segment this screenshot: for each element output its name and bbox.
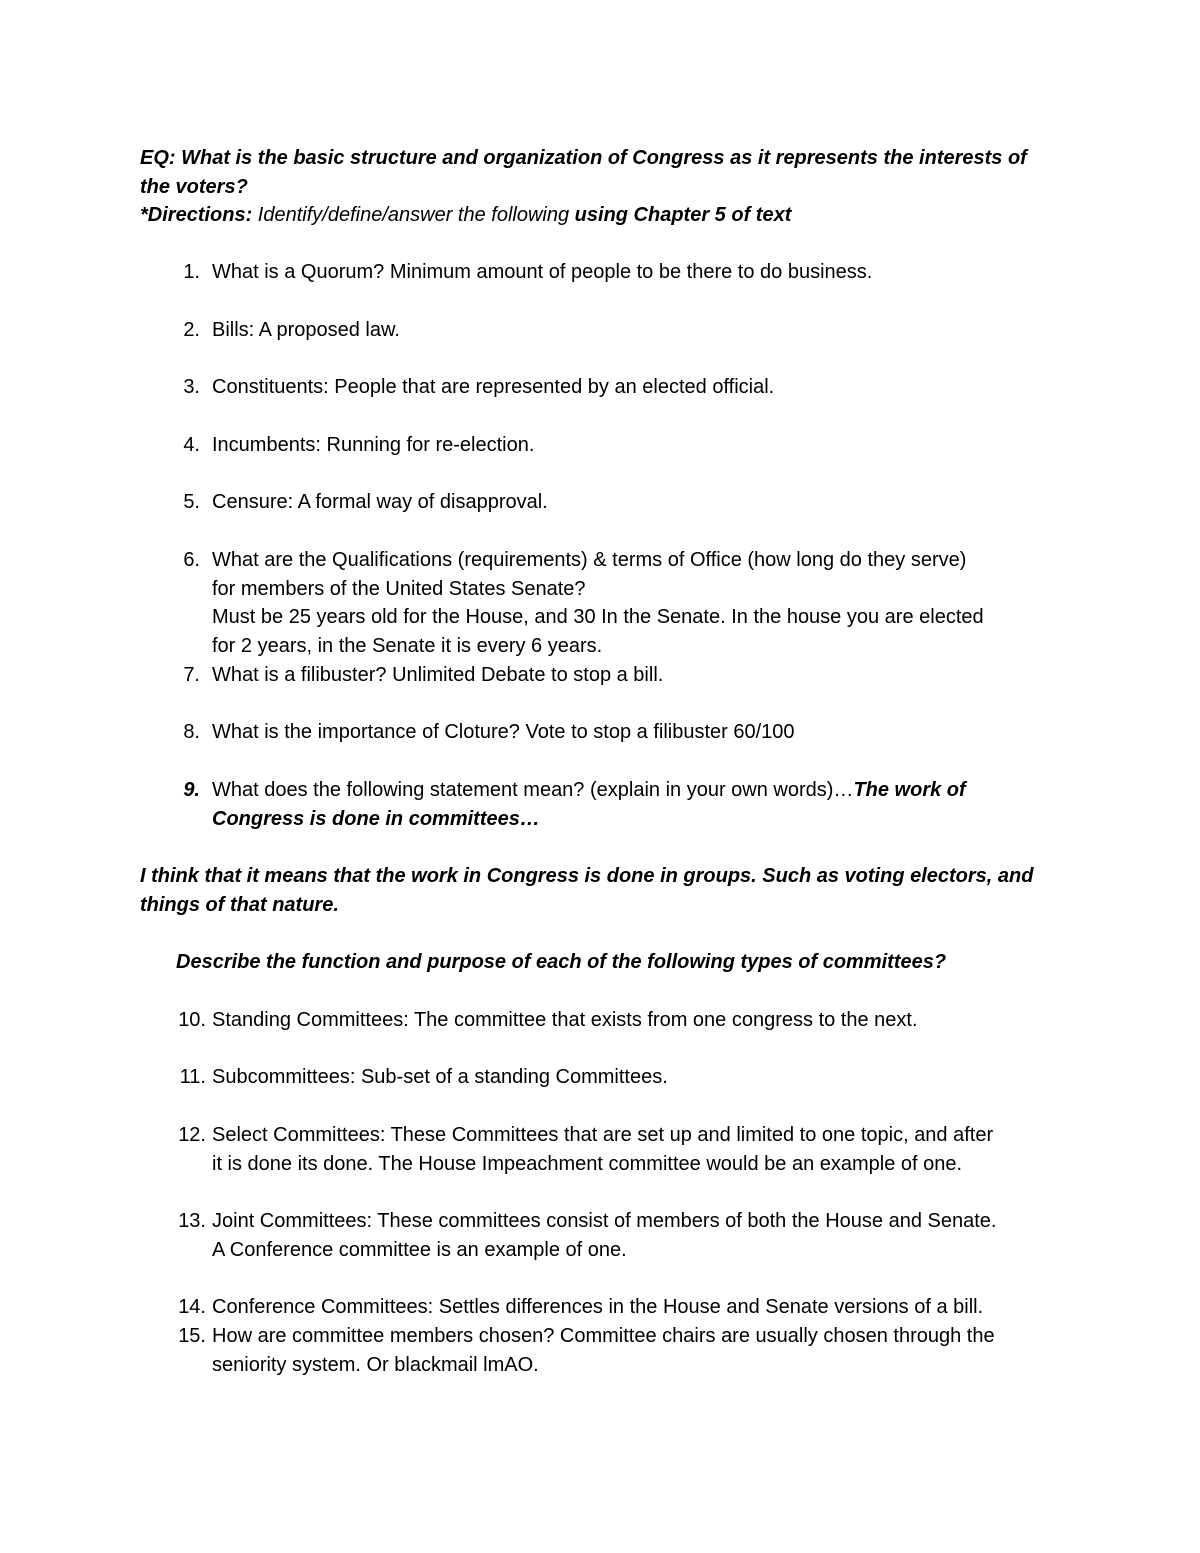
item-text: What is the importance of Cloture? Vote to stop a filibuster 60/100 xyxy=(212,721,795,743)
essential-question-line-1: EQ: What is the basic structure and organization of Congress as it represents the interests of xyxy=(140,147,1027,169)
item-number: 9. xyxy=(183,779,200,801)
item-text: What are the Qualifications (requirements) & terms of Office (how long do they serve) xyxy=(212,549,967,571)
item-number: 8. xyxy=(183,721,200,743)
essential-question-line-2: the voters? xyxy=(140,176,248,198)
item-text: it is done its done. The House Impeachment committee would be an example of one. xyxy=(212,1153,963,1175)
item-number: 15. xyxy=(178,1325,206,1347)
item-number: 13. xyxy=(178,1210,206,1232)
directions-line xyxy=(140,201,791,229)
item-text: What is a Quorum? Minimum amount of people to be there to do business. xyxy=(212,261,873,283)
item-number: 1. xyxy=(183,261,200,283)
item-number: 3. xyxy=(183,376,200,398)
item-question: What does the following statement mean? (explain in your own words)… xyxy=(212,779,854,801)
item-text: Incumbents: Running for re-election. xyxy=(212,434,535,456)
item-text: seniority system. Or blackmail lmAO. xyxy=(212,1354,539,1376)
item-number: 14. xyxy=(178,1296,206,1318)
item-text: for members of the United States Senate? xyxy=(212,578,586,600)
item-number: 10. xyxy=(178,1009,206,1031)
item-text: Subcommittees: Sub-set of a standing Committees. xyxy=(212,1066,668,1088)
item-text: A Conference committee is an example of one. xyxy=(212,1239,627,1261)
item-text: How are committee members chosen? Committee chairs are usually chosen through the xyxy=(212,1325,995,1347)
item-text: What is a filibuster? Unlimited Debate to stop a bill. xyxy=(212,664,664,686)
answer-9-line-2: things of that nature. xyxy=(140,894,339,916)
committees-prompt: Describe the function and purpose of each of the following types of committees? xyxy=(176,951,947,973)
item-number: 12. xyxy=(178,1124,206,1146)
item-number: 2. xyxy=(183,319,200,341)
item-text: Select Committees: These Committees that are set up and limited to one topic, and after xyxy=(212,1124,994,1146)
item-text: Standing Committees: The committee that exists from one congress to the next. xyxy=(212,1009,918,1031)
item-text xyxy=(212,776,966,804)
item-number: 11. xyxy=(179,1066,206,1088)
directions-label: *Directions: xyxy=(140,204,253,226)
directions-source: using Chapter 5 of text xyxy=(574,204,792,226)
item-answer: Must be 25 years old for the House, and 30 In the Senate. In the house you are elected xyxy=(212,606,984,628)
item-answer: for 2 years, in the Senate it is every 6 years. xyxy=(212,635,603,657)
item-number: 4. xyxy=(183,434,200,456)
directions-text: Identify/define/answer the following xyxy=(252,204,575,226)
item-text: Bills: A proposed law. xyxy=(212,319,400,341)
answer-9-line-1: I think that it means that the work in Congress is done in groups. Such as voting electors, and xyxy=(140,865,1034,887)
item-statement-cont: Congress is done in committees… xyxy=(212,808,540,830)
item-number: 7. xyxy=(183,664,200,686)
item-text: Conference Committees: Settles differences in the House and Senate versions of a bill. xyxy=(212,1296,984,1318)
item-text: Censure: A formal way of disapproval. xyxy=(212,491,548,513)
item-number: 5. xyxy=(183,491,200,513)
item-statement: The work of xyxy=(853,779,966,801)
item-text: Constituents: People that are represented by an elected official. xyxy=(212,376,775,398)
item-number: 6. xyxy=(183,549,200,571)
item-text: Joint Committees: These committees consist of members of both the House and Senate. xyxy=(212,1210,997,1232)
